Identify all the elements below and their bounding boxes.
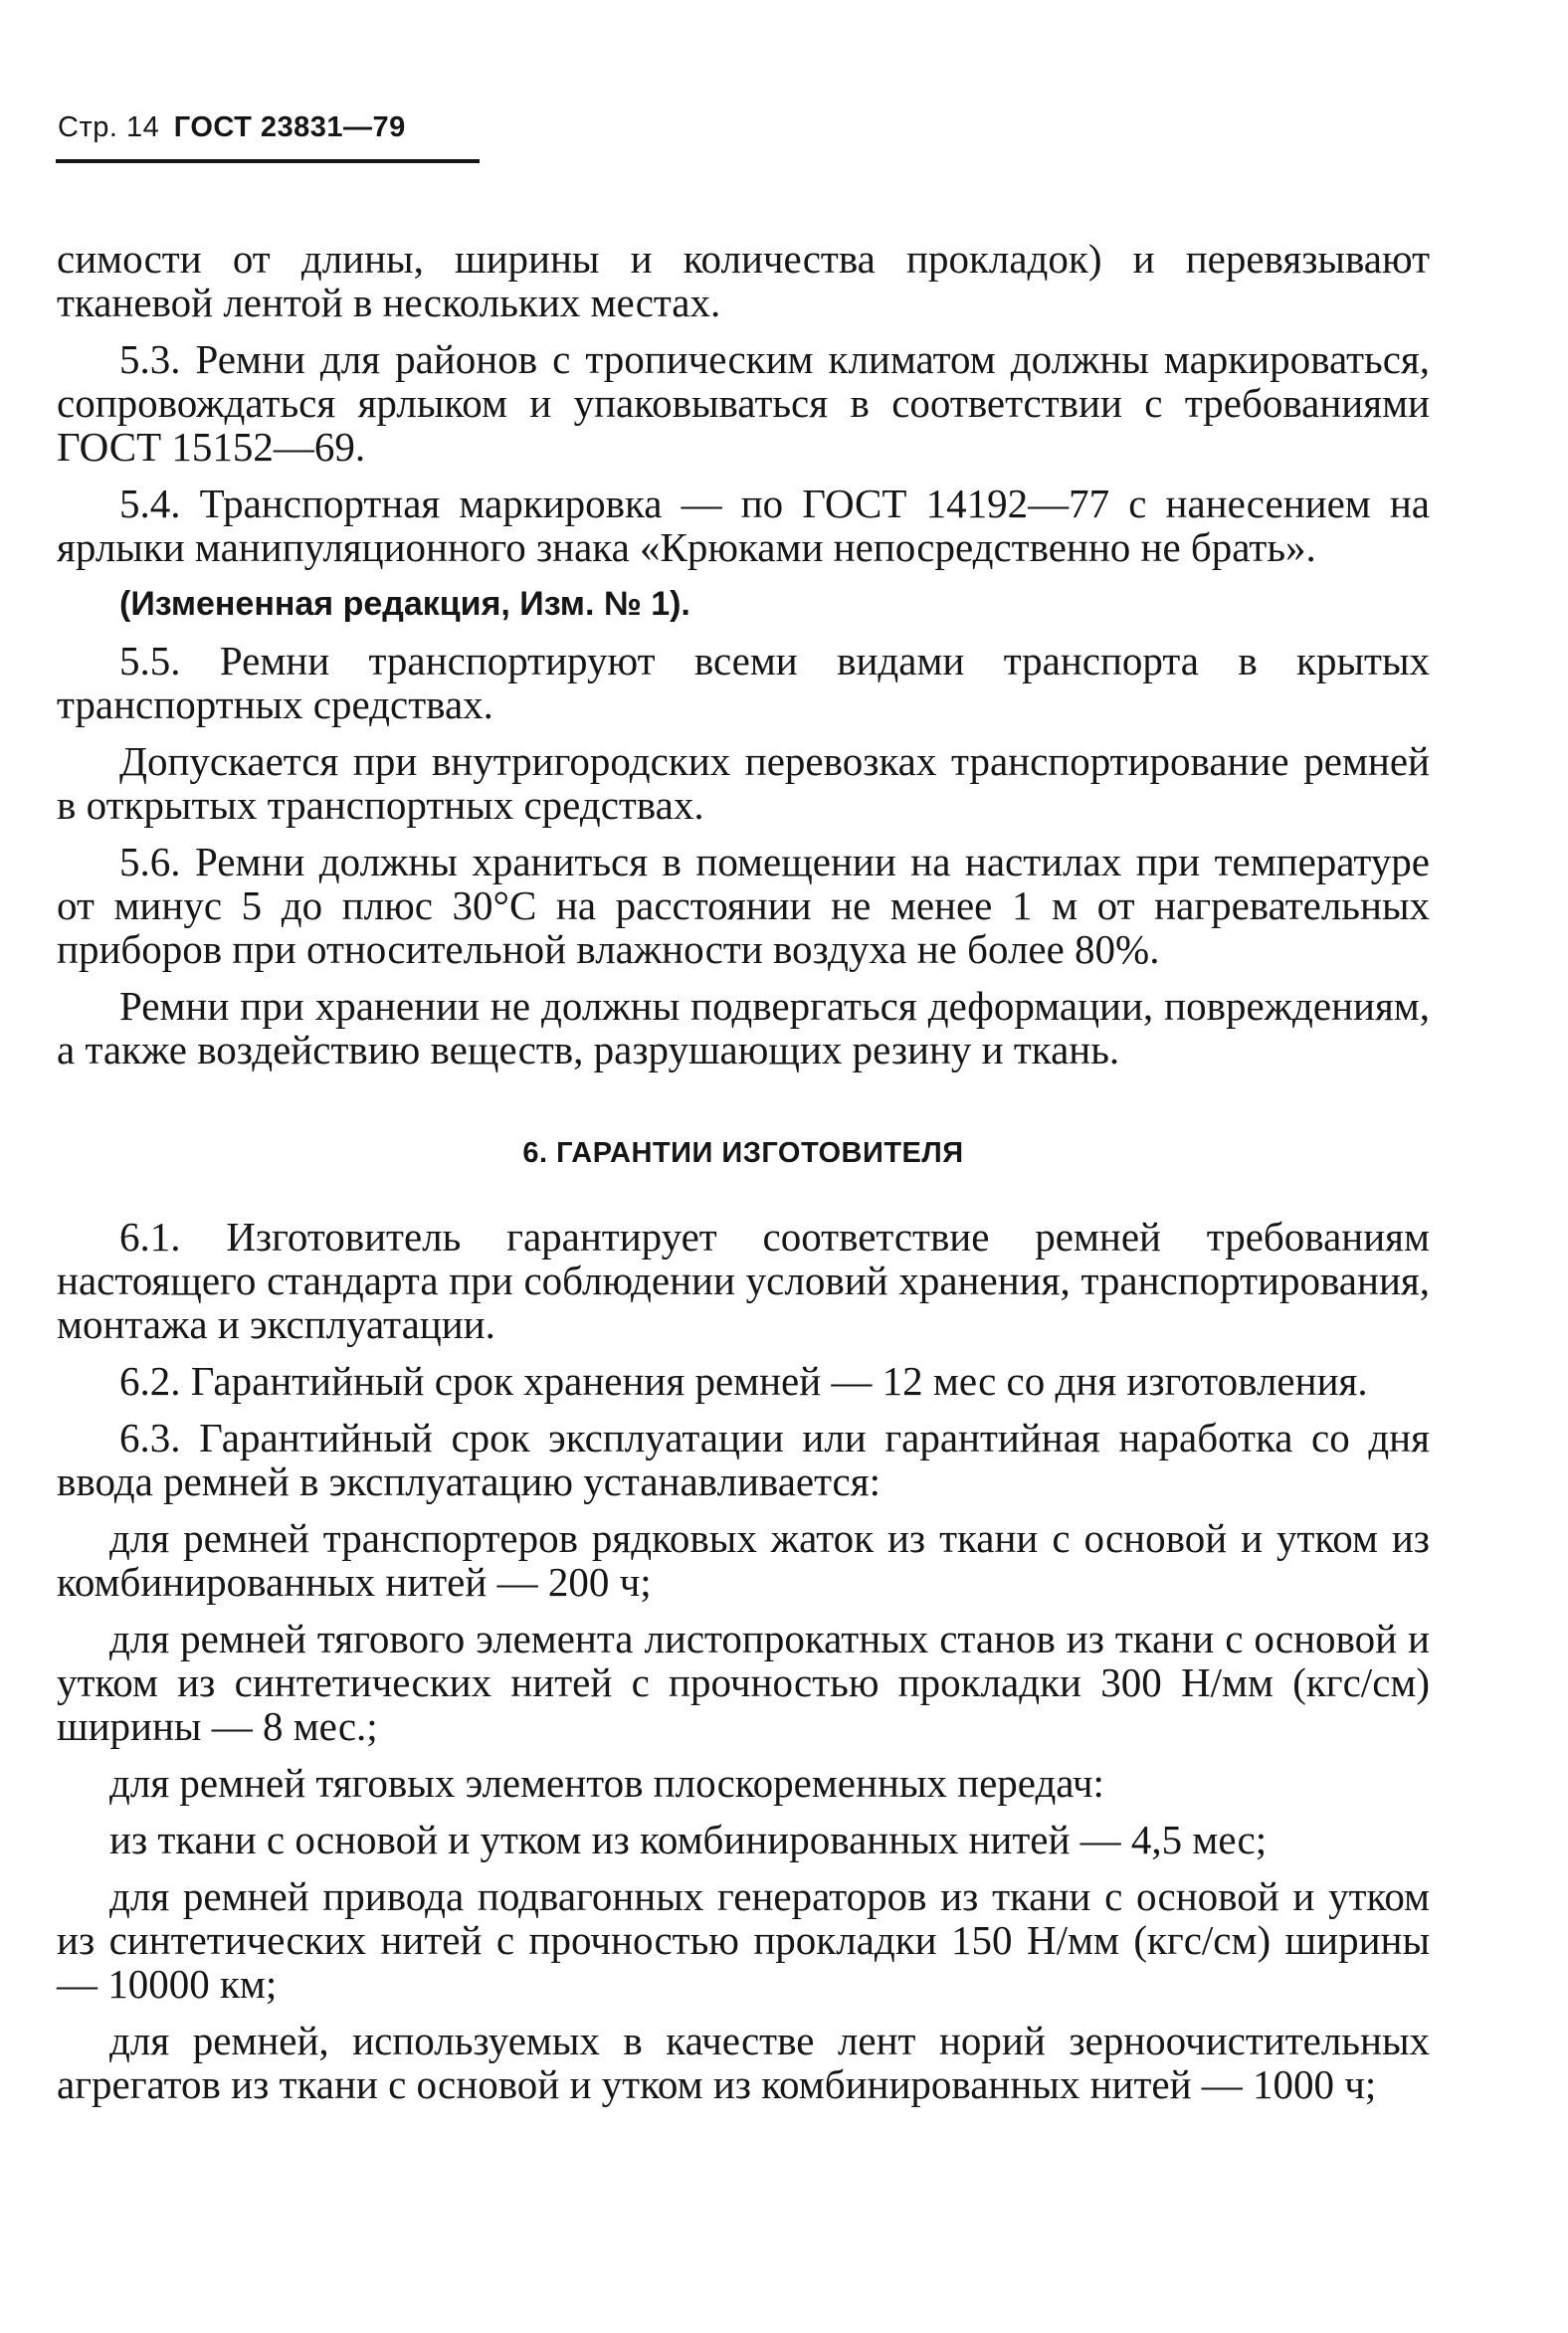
amendment-note: (Измененная редакция, Изм. № 1). (119, 585, 690, 623)
paragraph-5-3: 5.3. Ремни для районов с тропическим климатом должны маркироваться, сопровождаться ярлыком и упаковываться в соответствии с требованиями ГОСТ 15152—69. (57, 336, 1430, 470)
section-heading: 6. ГАРАНТИИ ИЗГОТОВИТЕЛЯ (522, 1137, 964, 1169)
paragraph-5-5-allowance: Допускается при внутригородских перевозках транспортирование ремней в открытых транспортных средствах. (57, 738, 1430, 828)
paragraph-5-5: 5.5. Ремни транспортируют всеми видами транспорта в крытых транспортных средствах. (57, 638, 1430, 727)
page-number: Стр. 14 (58, 111, 160, 143)
warranty-item-conveyor: для ремней транспортеров рядковых жаток из ткани с основой и утком из комбинированных нитей — 200 ч; (57, 1515, 1430, 1605)
paragraph-5-6: 5.6. Ремни должны храниться в помещении на настилах при температуре от минус 5 до плюс 30°С на расстоянии не менее 1 м от нагревательных приборов при относительной влажности воздуха не более 80%. (57, 839, 1430, 972)
header-rule (56, 159, 480, 163)
warranty-item-elevator: для ремней, используемых в качестве лент норий зерноочистительных агрегатов из ткани с основой и утком из комбинированных нитей — 1000 ч; (57, 2018, 1430, 2107)
warranty-item-generator: для ремней привода подвагонных генераторов из ткани с основой и утком из синтетических нитей с прочностью прокладки 150 Н/мм (кгс/см) ширины — 10000 км; (57, 1873, 1430, 2007)
document-code: ГОСТ 23831—79 (173, 111, 406, 143)
warranty-item-flat-belt-heading: для ремней тяговых элементов плоскоременных передач: (109, 1760, 1104, 1806)
warranty-item-flat-belt: из ткани с основой и утком из комбинированных нитей — 4,5 мес; (109, 1817, 1268, 1862)
paragraph-6-2: 6.2. Гарантийный срок хранения ремней — 12 мес со дня изготовления. (119, 1358, 1368, 1404)
page-header (58, 111, 406, 144)
paragraph-continuation: симости от длины, ширины и количества прокладок) и перевязывают тканевой лентой в нескольких местах. (57, 236, 1430, 325)
paragraph-5-4: 5.4. Транспортная маркировка — по ГОСТ 14192—77 с нанесением на ярлыки манипуляционного знака «Крюками непосредственно не брать». (57, 481, 1430, 570)
paragraph-6-3: 6.3. Гарантийный срок эксплуатации или гарантийная наработка со дня ввода ремней в эксплуатацию устанавливается: (57, 1415, 1430, 1504)
paragraph-5-6-storage: Ремни при хранении не должны подвергаться деформации, повреждениям, а также воздействию веществ, разрушающих резину и ткань. (57, 983, 1430, 1072)
page-body (57, 237, 1430, 2119)
warranty-item-rolling-mill: для ремней тягового элемента листопрокатных станов из ткани с основой и утком из синтетических нитей с прочностью прокладки 300 Н/мм (кгс/см) ширины — 8 мес.; (57, 1616, 1430, 1749)
paragraph-6-1: 6.1. Изготовитель гарантирует соответствие ремней требованиям настоящего стандарта при соблюдении условий хранения, транспортирования, монтажа и эксплуатации. (57, 1214, 1430, 1347)
